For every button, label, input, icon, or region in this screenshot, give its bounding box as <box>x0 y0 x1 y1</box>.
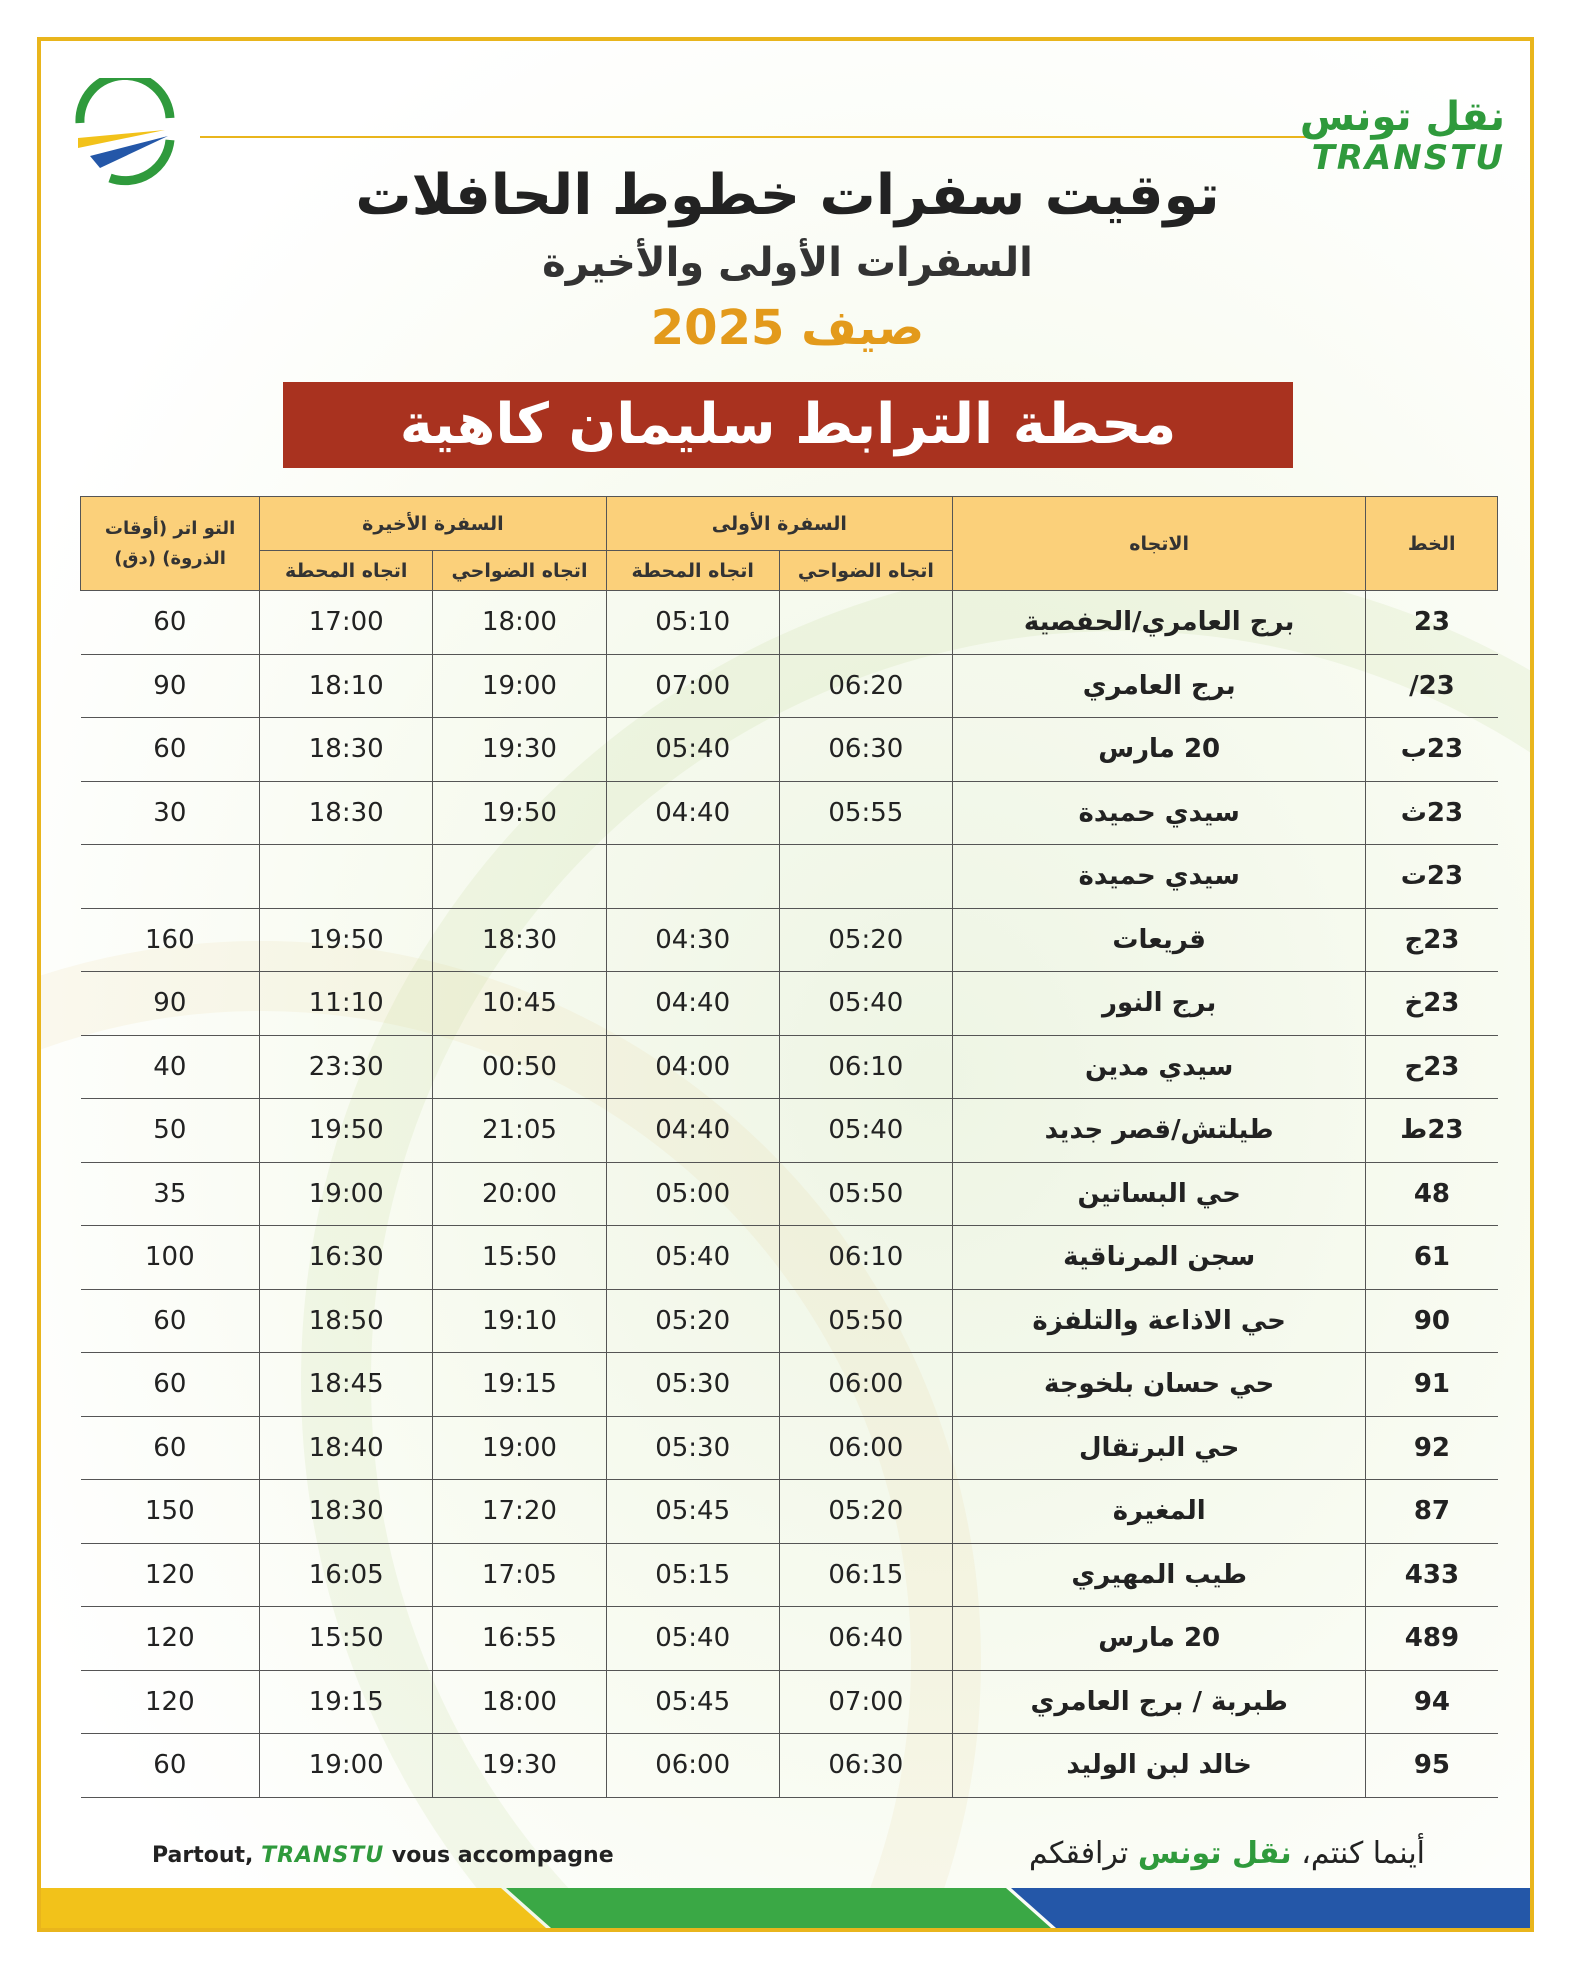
table-row <box>81 1289 1498 1353</box>
cell-first-station: 05:40 <box>606 718 779 782</box>
cell-line: 94 <box>1366 1670 1498 1734</box>
cell-frequency: 90 <box>81 972 260 1036</box>
cell-first-suburbs: 05:50 <box>779 1162 952 1226</box>
cell-line: 90 <box>1366 1289 1498 1353</box>
table-row <box>81 1416 1498 1480</box>
table-row <box>81 908 1498 972</box>
cell-first-suburbs: 06:20 <box>779 654 952 718</box>
cell-last-suburbs: 19:00 <box>433 654 606 718</box>
cell-last-suburbs: 16:55 <box>433 1607 606 1671</box>
cell-direction: سيدي حميدة <box>953 781 1366 845</box>
cell-last-station: 16:30 <box>260 1226 433 1290</box>
cell-first-suburbs <box>779 845 952 909</box>
cell-first-station: 06:00 <box>606 1734 779 1798</box>
cell-last-station: 11:10 <box>260 972 433 1036</box>
table-row <box>81 1480 1498 1544</box>
col-header-frequency: التو اتر (أوقات الذروة) (دق) <box>81 497 260 591</box>
cell-direction: قريعات <box>953 908 1366 972</box>
cell-last-station: 15:50 <box>260 1607 433 1671</box>
table-row <box>81 1607 1498 1671</box>
table-row <box>81 845 1498 909</box>
cell-first-station: 04:30 <box>606 908 779 972</box>
col-header-first-station: اتجاه المحطة <box>606 551 779 591</box>
cell-direction: برج العامري <box>953 654 1366 718</box>
cell-frequency: 60 <box>81 1734 260 1798</box>
footer-slogan-arabic <box>1029 1836 1425 1871</box>
cell-frequency: 100 <box>81 1226 260 1290</box>
cell-last-suburbs <box>433 845 606 909</box>
cell-first-suburbs: 06:00 <box>779 1353 952 1417</box>
cell-direction: خالد لبن الوليد <box>953 1734 1366 1798</box>
col-header-first-suburbs: اتجاه الضواحي <box>779 551 952 591</box>
table-row <box>81 1734 1498 1798</box>
table-row <box>81 1035 1498 1099</box>
table-row <box>81 1543 1498 1607</box>
col-header-last-suburbs: اتجاه الضواحي <box>433 551 606 591</box>
cell-frequency: 40 <box>81 1035 260 1099</box>
cell-direction: طيب المهيري <box>953 1543 1366 1607</box>
cell-first-station: 04:40 <box>606 972 779 1036</box>
cell-first-station: 05:30 <box>606 1416 779 1480</box>
cell-first-suburbs: 06:10 <box>779 1226 952 1290</box>
cell-direction: حي حسان بلخوجة <box>953 1353 1366 1417</box>
cell-line: 92 <box>1366 1416 1498 1480</box>
cell-direction: المغيرة <box>953 1480 1366 1544</box>
cell-first-suburbs: 05:20 <box>779 908 952 972</box>
cell-frequency: 150 <box>81 1480 260 1544</box>
cell-line: 91 <box>1366 1353 1498 1417</box>
cell-line: 23 <box>1366 591 1498 655</box>
cell-last-suburbs: 19:15 <box>433 1353 606 1417</box>
cell-first-station: 04:40 <box>606 781 779 845</box>
cell-frequency: 120 <box>81 1543 260 1607</box>
footer-fr-prefix: Partout, <box>152 1843 254 1868</box>
cell-frequency: 50 <box>81 1099 260 1163</box>
cell-line: 61 <box>1366 1226 1498 1290</box>
cell-first-suburbs: 06:10 <box>779 1035 952 1099</box>
footer-bar-yellow <box>41 1888 546 1928</box>
table-row <box>81 1099 1498 1163</box>
cell-direction: طيلتش/قصر جديد <box>953 1099 1366 1163</box>
footer-ar-suffix: ترافقكم <box>1028 1836 1129 1871</box>
cell-last-suburbs: 19:30 <box>433 1734 606 1798</box>
cell-last-suburbs: 00:50 <box>433 1035 606 1099</box>
col-header-line: الخط <box>1366 497 1498 591</box>
cell-first-suburbs: 05:20 <box>779 1480 952 1544</box>
footer-fr-suffix: vous accompagne <box>391 1843 614 1868</box>
cell-frequency: 35 <box>81 1162 260 1226</box>
cell-first-suburbs <box>779 591 952 655</box>
cell-direction: طبربة / برج العامري <box>953 1670 1366 1734</box>
cell-last-station: 16:05 <box>260 1543 433 1607</box>
cell-last-suburbs: 19:30 <box>433 718 606 782</box>
cell-first-station: 04:00 <box>606 1035 779 1099</box>
cell-first-station: 05:40 <box>606 1226 779 1290</box>
cell-first-suburbs: 05:40 <box>779 1099 952 1163</box>
cell-last-station: 23:30 <box>260 1035 433 1099</box>
schedule-table <box>80 496 1498 1798</box>
cell-line: 23ث <box>1366 781 1498 845</box>
cell-line: 48 <box>1366 1162 1498 1226</box>
footer-color-bars <box>41 1888 1530 1928</box>
cell-frequency <box>81 845 260 909</box>
cell-frequency: 60 <box>81 1416 260 1480</box>
footer-fr-brand: TRANSTU <box>261 1843 385 1868</box>
cell-last-station: 18:30 <box>260 718 433 782</box>
table-row <box>81 781 1498 845</box>
brand-latin: TRANSTU <box>1311 138 1505 178</box>
cell-last-station: 18:45 <box>260 1353 433 1417</box>
cell-first-station: 05:30 <box>606 1353 779 1417</box>
brand-arabic: نقل تونس <box>1299 94 1505 140</box>
cell-direction: حي الاذاعة والتلفزة <box>953 1289 1366 1353</box>
table-row <box>81 972 1498 1036</box>
cell-last-station: 19:50 <box>260 1099 433 1163</box>
cell-last-station: 18:30 <box>260 781 433 845</box>
cell-direction: سيدي حميدة <box>953 845 1366 909</box>
cell-last-suburbs: 18:30 <box>433 908 606 972</box>
cell-line: 23خ <box>1366 972 1498 1036</box>
cell-first-suburbs: 05:40 <box>779 972 952 1036</box>
page-subtitle: السفرات الأولى والأخيرة <box>542 240 1033 286</box>
cell-last-suburbs: 19:10 <box>433 1289 606 1353</box>
table-row <box>81 1226 1498 1290</box>
col-header-direction: الاتجاه <box>953 497 1366 591</box>
cell-frequency: 120 <box>81 1607 260 1671</box>
cell-last-suburbs: 10:45 <box>433 972 606 1036</box>
cell-last-suburbs: 17:05 <box>433 1543 606 1607</box>
table-row <box>81 1353 1498 1417</box>
col-header-last-station: اتجاه المحطة <box>260 551 433 591</box>
footer-ar-prefix: أينما كنتم، <box>1301 1836 1425 1871</box>
station-banner: محطة الترابط سليمان كاهية <box>283 382 1293 468</box>
cell-direction: حي البرتقال <box>953 1416 1366 1480</box>
cell-last-station: 18:40 <box>260 1416 433 1480</box>
cell-last-station: 18:30 <box>260 1480 433 1544</box>
cell-direction: 20 مارس <box>953 718 1366 782</box>
cell-first-suburbs: 06:00 <box>779 1416 952 1480</box>
cell-frequency: 60 <box>81 1353 260 1417</box>
cell-last-station: 19:00 <box>260 1162 433 1226</box>
cell-first-station: 05:45 <box>606 1480 779 1544</box>
cell-first-station <box>606 845 779 909</box>
cell-first-suburbs: 06:40 <box>779 1607 952 1671</box>
cell-line: 23/ <box>1366 654 1498 718</box>
table-row <box>81 1162 1498 1226</box>
cell-last-suburbs: 18:00 <box>433 1670 606 1734</box>
cell-last-suburbs: 20:00 <box>433 1162 606 1226</box>
cell-frequency: 120 <box>81 1670 260 1734</box>
cell-first-station: 05:00 <box>606 1162 779 1226</box>
cell-frequency: 160 <box>81 908 260 972</box>
footer-bar-blue <box>1011 1888 1530 1928</box>
cell-line: 23ح <box>1366 1035 1498 1099</box>
cell-first-station: 05:45 <box>606 1670 779 1734</box>
cell-first-station: 05:15 <box>606 1543 779 1607</box>
cell-first-station: 05:20 <box>606 1289 779 1353</box>
table-row <box>81 654 1498 718</box>
cell-last-station: 18:50 <box>260 1289 433 1353</box>
cell-direction: سجن المرناقية <box>953 1226 1366 1290</box>
cell-first-station: 05:40 <box>606 1607 779 1671</box>
cell-first-station: 04:40 <box>606 1099 779 1163</box>
cell-direction: 20 مارس <box>953 1607 1366 1671</box>
footer-ar-brand: نقل تونس <box>1137 1836 1292 1871</box>
cell-last-suburbs: 19:50 <box>433 781 606 845</box>
cell-last-suburbs: 19:00 <box>433 1416 606 1480</box>
cell-line: 87 <box>1366 1480 1498 1544</box>
cell-direction: حي البساتين <box>953 1162 1366 1226</box>
table-row <box>81 591 1498 655</box>
cell-last-station: 19:15 <box>260 1670 433 1734</box>
header-divider <box>200 136 1310 138</box>
footer-bar-green <box>506 1888 1051 1928</box>
cell-frequency: 60 <box>81 591 260 655</box>
cell-first-suburbs: 05:50 <box>779 1289 952 1353</box>
cell-line: 23ط <box>1366 1099 1498 1163</box>
page-title: توقيت سفرات خطوط الحافلات <box>355 163 1220 228</box>
season-label: صيف 2025 <box>650 300 925 356</box>
cell-line: 23ج <box>1366 908 1498 972</box>
cell-frequency: 90 <box>81 654 260 718</box>
cell-frequency: 30 <box>81 781 260 845</box>
cell-direction: برج العامري/الحفصية <box>953 591 1366 655</box>
table-row <box>81 718 1498 782</box>
cell-line: 95 <box>1366 1734 1498 1798</box>
footer-slogan-french <box>152 1843 614 1868</box>
cell-last-station: 19:00 <box>260 1734 433 1798</box>
cell-line: 23ب <box>1366 718 1498 782</box>
cell-frequency: 60 <box>81 1289 260 1353</box>
cell-last-station: 19:50 <box>260 908 433 972</box>
cell-last-suburbs: 17:20 <box>433 1480 606 1544</box>
cell-last-station: 17:00 <box>260 591 433 655</box>
cell-first-station: 05:10 <box>606 591 779 655</box>
cell-first-station: 07:00 <box>606 654 779 718</box>
cell-last-suburbs: 15:50 <box>433 1226 606 1290</box>
cell-last-suburbs: 18:00 <box>433 591 606 655</box>
cell-last-station <box>260 845 433 909</box>
cell-first-suburbs: 06:30 <box>779 718 952 782</box>
table-row <box>81 1670 1498 1734</box>
cell-line: 23ت <box>1366 845 1498 909</box>
cell-frequency: 60 <box>81 718 260 782</box>
cell-line: 433 <box>1366 1543 1498 1607</box>
cell-first-suburbs: 06:30 <box>779 1734 952 1798</box>
cell-last-station: 18:10 <box>260 654 433 718</box>
col-header-first-trip: السفرة الأولى <box>606 497 952 551</box>
cell-first-suburbs: 05:55 <box>779 781 952 845</box>
cell-first-suburbs: 07:00 <box>779 1670 952 1734</box>
col-header-last-trip: السفرة الأخيرة <box>260 497 606 551</box>
cell-direction: برج النور <box>953 972 1366 1036</box>
cell-line: 489 <box>1366 1607 1498 1671</box>
cell-last-suburbs: 21:05 <box>433 1099 606 1163</box>
cell-direction: سيدي مدين <box>953 1035 1366 1099</box>
cell-first-suburbs: 06:15 <box>779 1543 952 1607</box>
